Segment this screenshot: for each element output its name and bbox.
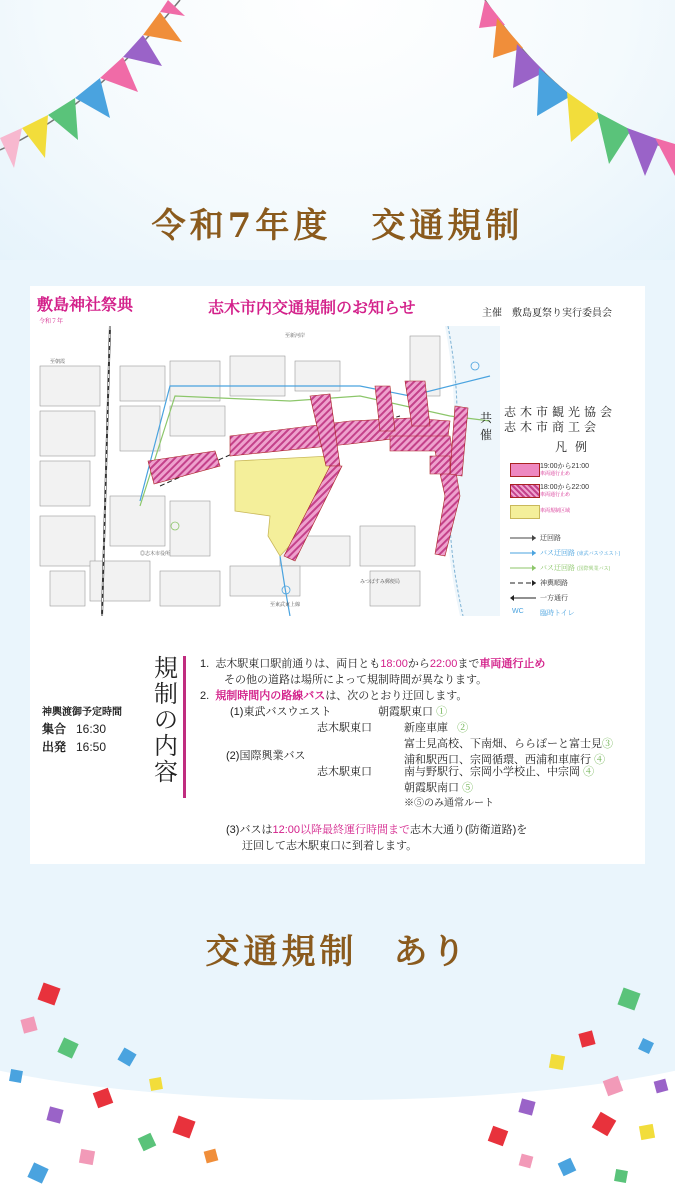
gather-time: 16:30 xyxy=(76,722,107,736)
rule-highlight: 規制時間内の路線バス xyxy=(215,690,326,702)
page-title-suffix: 交通規制 xyxy=(371,206,524,246)
legend-line-toilet xyxy=(510,607,640,622)
regulation-title-char: 規 xyxy=(154,655,178,682)
legend-line-label: バス迂回路 xyxy=(540,550,575,557)
legend-line-label: 神輿順路 xyxy=(540,580,568,587)
page-title xyxy=(0,198,675,247)
footer-title-suffix: あり xyxy=(393,932,470,972)
svg-text:◎志木市役所: ◎志木市役所 xyxy=(140,551,171,557)
regulation-title-char: の xyxy=(154,707,178,734)
rule-text: 志木駅東口駅前通りは、両日とも xyxy=(215,658,381,670)
rule-2 xyxy=(200,688,467,704)
route-number: ③ xyxy=(602,738,613,750)
tobu-bus-label: (1)東武バスウエスト xyxy=(230,706,332,718)
rule-text: (3)バスは xyxy=(226,824,273,836)
svg-text:みつばすみ郵便局: みつばすみ郵便局 xyxy=(360,579,400,585)
legend-note: 車両通行止め xyxy=(540,471,571,477)
page-title-prefix: 令和7年度 xyxy=(151,206,332,246)
rule-1 xyxy=(200,656,545,672)
cosponsor-commerce-assoc: 志木市商工会 xyxy=(504,420,601,434)
bunting-left-decoration xyxy=(0,0,185,200)
destination-text: 富士見高校、下南畑、ららぽーと富士見 xyxy=(404,738,602,750)
footer-title-prefix: 交通規制 xyxy=(205,932,358,972)
gather-label: 集合 xyxy=(42,722,67,736)
kokusai-origin: 志木駅東口 xyxy=(317,766,372,778)
legend-line-oneway xyxy=(510,592,640,607)
regulation-title-char: 制 xyxy=(154,681,178,708)
festival-name: 敷島神社祭典 xyxy=(37,297,134,314)
legend-line-label: バス迂回路 xyxy=(540,565,575,572)
destination-text: 南与野駅行、宗岡小学校止、中宗岡 xyxy=(404,766,580,778)
legend-swatch-hatch xyxy=(510,484,540,498)
route-number: ④ xyxy=(594,754,606,766)
svg-text:至朝霞: 至朝霞 xyxy=(50,359,66,365)
legend-note: 車両規制区域 xyxy=(540,508,571,514)
regulation-title xyxy=(149,656,186,798)
destination-text: 朝霞駅東口 xyxy=(378,706,433,718)
confetti-decoration xyxy=(0,960,675,1200)
toilet-icon: WC xyxy=(512,608,524,615)
rule-number: 1. xyxy=(200,658,210,670)
traffic-notice-poster xyxy=(30,286,645,864)
rule-time: 22:00 xyxy=(429,658,458,670)
legend-line-bus-tobu xyxy=(510,547,640,562)
legend-swatch-pink xyxy=(510,463,540,477)
rule-highlight: 12:00以降最終運行時間まで xyxy=(272,824,410,836)
rule-text: は、次のとおり迂回します。 xyxy=(325,690,468,702)
host-name: 敷島夏祭り実行委員会 xyxy=(512,308,612,319)
host-label: 主催 xyxy=(482,308,502,319)
legend-note: 車両通行止め xyxy=(540,492,571,498)
route-number: ② xyxy=(457,722,469,734)
rule-number: 2. xyxy=(200,690,210,702)
rule-text: 志木大通り(防衛道路)を xyxy=(409,824,528,836)
destination-text: 朝霞駅南口 xyxy=(404,782,459,794)
kokusai-note: ※⑤のみ通常ルート xyxy=(404,798,494,809)
rule-1-line2: その他の道路は場所によって規制時間が異なります。 xyxy=(224,674,488,686)
depart-time: 16:50 xyxy=(76,740,107,754)
legend-item-pink xyxy=(510,461,640,479)
map-legend xyxy=(510,438,640,622)
rule-time: 18:00 xyxy=(380,658,408,670)
svg-text:至東武東上線: 至東武東上線 xyxy=(270,602,301,608)
legend-item-hatch xyxy=(510,482,640,500)
tobu-destination-1 xyxy=(378,704,447,720)
legend-title: 凡例 xyxy=(554,440,595,454)
legend-time: 19:00から21:00 xyxy=(540,463,590,470)
route-number: ① xyxy=(436,706,448,718)
kokusai-destination-2 xyxy=(404,780,473,796)
cosponsor-tourism-assoc: 志木市観光協会 xyxy=(504,405,617,419)
legend-line-label: 一方通行 xyxy=(540,595,568,602)
rule-3-line2: 迂回して志木駅東口に到着します。 xyxy=(242,840,418,852)
legend-line-note: (国際興業バス) xyxy=(576,566,611,572)
kokusai-destination-1 xyxy=(404,764,594,780)
festival-era: 令和７年 xyxy=(39,319,64,325)
legend-time: 18:00から22:00 xyxy=(540,484,590,491)
svg-text:至新河岸: 至新河岸 xyxy=(285,333,306,339)
regulation-title-char: 容 xyxy=(154,759,178,786)
rule-3 xyxy=(226,822,527,838)
route-number: ⑤ xyxy=(462,782,474,794)
rule-text: まで xyxy=(457,658,480,670)
legend-line-note: (東武バスウエスト) xyxy=(576,551,621,557)
regulation-map xyxy=(30,326,500,616)
mikoshi-schedule xyxy=(42,703,122,756)
destination-text: 新座車庫 xyxy=(404,722,448,734)
legend-line-detour xyxy=(510,532,640,547)
destination-text: 浦和駅西口、宗岡循環、西浦和車庫行 xyxy=(404,754,591,766)
bunting-right-decoration xyxy=(475,0,675,200)
legend-line-label: 迂回路 xyxy=(540,535,561,542)
host-info xyxy=(482,304,612,319)
rule-highlight: 車両通行止め xyxy=(479,658,546,670)
cosponsor-label: 共催 xyxy=(480,411,493,442)
tobu-destination-2 xyxy=(404,720,468,736)
depart-label: 出発 xyxy=(42,740,67,754)
rule-text: から xyxy=(407,658,430,670)
notice-title: 志木市内交通規制のお知らせ xyxy=(208,300,416,317)
legend-line-label: 臨時トイレ xyxy=(540,610,575,617)
tobu-destination-3 xyxy=(404,736,613,752)
legend-swatch-yellow xyxy=(510,505,540,519)
legend-line-bus-kokusai xyxy=(510,562,640,577)
regulation-title-char: 内 xyxy=(154,733,178,760)
legend-item-yellow xyxy=(510,503,640,521)
route-number: ④ xyxy=(583,766,595,778)
kokusai-bus-label: (2)国際興業バス xyxy=(226,750,306,762)
schedule-title: 神輿渡御予定時間 xyxy=(42,707,122,718)
legend-line-mikoshi xyxy=(510,577,640,592)
tobu-origin: 志木駅東口 xyxy=(317,722,372,734)
